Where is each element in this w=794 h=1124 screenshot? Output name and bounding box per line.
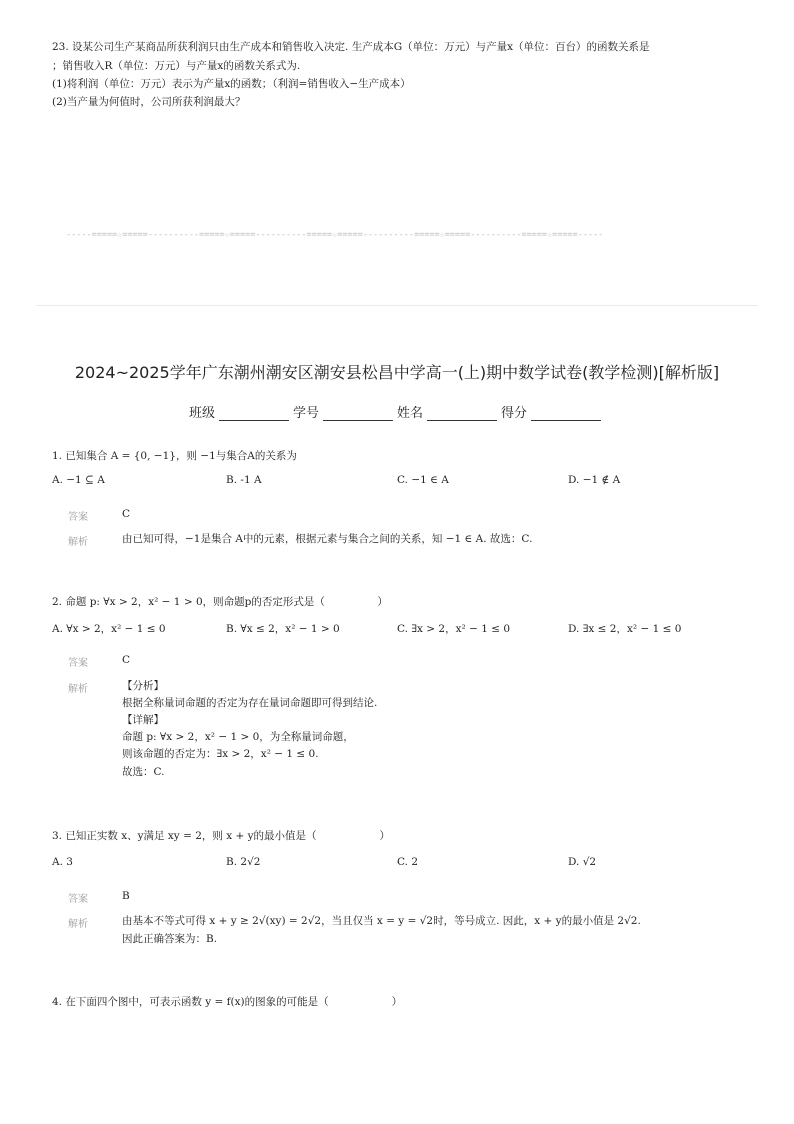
q2-option-a: A. ∀x > 2，x² − 1 ≤ 0 (52, 623, 166, 635)
q23-part1: (1)将利润（单位：万元）表示为产量x的函数；（利润=销售收入−生产成本） (52, 78, 411, 90)
q2-answer: C (122, 654, 131, 666)
q2-analysis-l3: 【详解】 (122, 714, 164, 726)
q1-option-d: D. −1 ∉ A (568, 474, 621, 486)
q1-answer-label: 答案 (68, 512, 88, 523)
q2-option-b: B. ∀x ≤ 2，x² − 1 > 0 (226, 623, 340, 635)
q4-stem: 4. 在下面四个图中，可表示函数 y = f(x)的图象的可能是（ ） (52, 996, 403, 1008)
class-label: 班级 (188, 406, 215, 421)
q1-option-b: B. -1 A (226, 474, 262, 486)
q2-option-c: C. ∃x > 2，x² − 1 ≤ 0 (397, 623, 511, 635)
q2-stem: 2. 命题 p: ∀x > 2，x² − 1 > 0，则命题p的否定形式是（ ） (52, 596, 388, 608)
q2-analysis-l1: 【分析】 (122, 680, 164, 692)
page-divider (36, 305, 758, 306)
q3-option-b: B. 2√2 (226, 856, 261, 868)
q23-line2: ；销售收入R（单位：万元）与产量x的函数关系式为. (52, 60, 301, 72)
q1-answer: C (122, 508, 131, 520)
score-blank (531, 407, 601, 421)
name-blank (427, 407, 497, 421)
q2-analysis-l5: 则该命题的否定为：∃x > 2，x² − 1 ≤ 0. (122, 748, 319, 760)
q2-analysis-l4: 命题 p: ∀x > 2，x² − 1 > 0，为全称量词命题， (122, 731, 354, 743)
class-blank (219, 407, 289, 421)
name-label: 姓名 (397, 406, 424, 421)
q3-analysis-l2: 因此正确答案为：B. (122, 933, 218, 945)
q1-option-a: A. −1 ⊆ A (52, 474, 105, 486)
q1-analysis-label: 解析 (68, 537, 88, 548)
q23-line1: 23. 设某公司生产某商品所获利润只由生产成本和销售收入决定. 生产成本G（单位：万元）与产量x（单位：百台）的函数关系是 (52, 41, 650, 53)
id-label: 学号 (292, 406, 319, 421)
q2-answer-label: 答案 (68, 658, 88, 669)
page-separator: -----=====☆=====----------=====☆=====----------=====☆=====----------=====☆=====----------=====☆=====----- (66, 230, 604, 240)
id-blank (323, 407, 393, 421)
q2-analysis-label: 解析 (68, 684, 88, 695)
q1-analysis: 由已知可得，−1是集合 A中的元素，根据元素与集合之间的关系，知 −1 ∈ A. 故选：C. (122, 533, 533, 545)
q3-answer-label: 答案 (68, 894, 88, 905)
q3-stem: 3. 已知正实数 x、y满足 xy = 2，则 x + y的最小值是（ ） (52, 830, 391, 842)
q3-analysis-label: 解析 (68, 919, 88, 930)
q3-option-d: D. √2 (568, 856, 597, 868)
q3-option-a: A. 3 (52, 856, 73, 868)
q2-analysis-l2: 根据全称量词命题的否定为存在量词命题即可得到结论. (122, 697, 378, 709)
q3-answer: B (122, 890, 130, 902)
q3-analysis-l1: 由基本不等式可得 x + y ≥ 2√(xy) = 2√2，当且仅当 x = y = √2时，等号成立. 因此，x + y的最小值是 2√2. (122, 915, 641, 927)
q1-option-c: C. −1 ∈ A (397, 474, 449, 486)
score-label: 得分 (501, 406, 528, 421)
q2-analysis-l6: 故选：C. (122, 766, 165, 778)
q1-stem: 1. 已知集合 A = {0, −1}，则 −1与集合A的关系为 (52, 450, 297, 462)
q2-option-d: D. ∃x ≤ 2，x² − 1 ≤ 0 (568, 623, 682, 635)
q23-part2: (2)当产量为何值时，公司所获利润最大？ (52, 96, 246, 108)
student-info-line (0, 402, 794, 421)
q3-option-c: C. 2 (397, 856, 419, 868)
exam-title: 2024~2025学年广东潮州潮安区潮安县松昌中学高一(上)期中数学试卷(教学检测)[解析版] (74, 363, 720, 382)
